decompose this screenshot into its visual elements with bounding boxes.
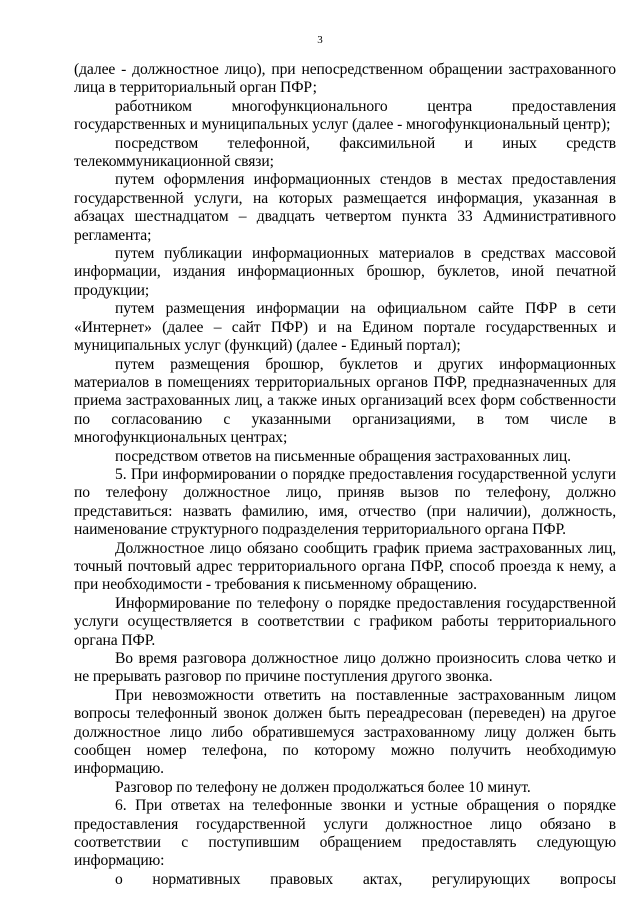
paragraph: путем оформления информационных стендов в местах предоставления государственной услуги, на которых размещается информация, указанная в абзацах шестнадцатом – двадцать четвертом пункта 33 Административного регламента; xyxy=(74,171,616,244)
paragraph: работником многофункционального центра предоставления государственных и муниципальных услуг (далее - многофункциональный центр); xyxy=(74,97,616,134)
paragraph: При невозможности ответить на поставленные застрахованным лицом вопросы телефонный звонок должен быть переадресован (переведен) на другое должностное лицо либо обратившемуся застрахованному лицу должен быть сообщен номер телефона, по которому можно получить необходимую информацию. xyxy=(74,686,616,778)
document-body xyxy=(74,61,616,889)
paragraph: путем размещения брошюр, буклетов и других информационных материалов в помещениях территориальных органов ПФР, предназначенных для приема застрахованных лиц, а также иных организаций всех форм собственности по согласованию с указанными организациями, в том числе в многофункциональных центрах; xyxy=(74,355,616,447)
paragraph: посредством ответов на письменные обращения застрахованных лиц. xyxy=(115,447,571,465)
paragraph: путем размещения информации на официальном сайте ПФР в сети «Интернет» (далее – сайт ПФР) и на Едином портале государственных и муниципальных услуг (функций) (далее - Единый портал); xyxy=(74,300,616,355)
paragraph: Должностное лицо обязано сообщить график приема застрахованных лиц, точный почтовый адрес территориального органа ПФР, способ проезда к нему, а при необходимости - требования к письменному обращению. xyxy=(74,539,616,594)
paragraph: 5. При информировании о порядке предоставления государственной услуги по телефону должностное лицо, приняв вызов по телефону, должно представиться: назвать фамилию, имя, отчество (при наличии), должность, наименование структурного подразделения территориального органа ПФР. xyxy=(74,465,616,539)
paragraph: о нормативных правовых актах, регулирующих вопросы xyxy=(115,870,616,888)
paragraph: Информирование по телефону о порядке предоставления государственной услуги осуществляется в соответствии с графиком работы территориального органа ПФР. xyxy=(74,594,616,649)
paragraph: (далее - должностное лицо), при непосредственном обращении застрахованного лица в территориальный орган ПФР; xyxy=(74,61,616,97)
paragraph: посредством телефонной, факсимильной и иных средств телекоммуникационной связи; xyxy=(74,134,616,171)
paragraph: Во время разговора должностное лицо должно произносить слова четко и не прерывать разговор по причине поступления другого звонка. xyxy=(74,650,616,686)
paragraph: 6. При ответах на телефонные звонки и устные обращения о порядке предоставления государственной услуги должностное лицо обязано в соответствии с поступившим обращением предоставлять следующую информацию: xyxy=(74,797,616,870)
page-number: 3 xyxy=(317,34,323,46)
paragraph: путем публикации информационных материалов в средствах массовой информации, издания информационных брошюр, буклетов, иной печатной продукции; xyxy=(74,245,616,299)
paragraph: Разговор по телефону не должен продолжаться более 10 минут. xyxy=(115,778,531,796)
